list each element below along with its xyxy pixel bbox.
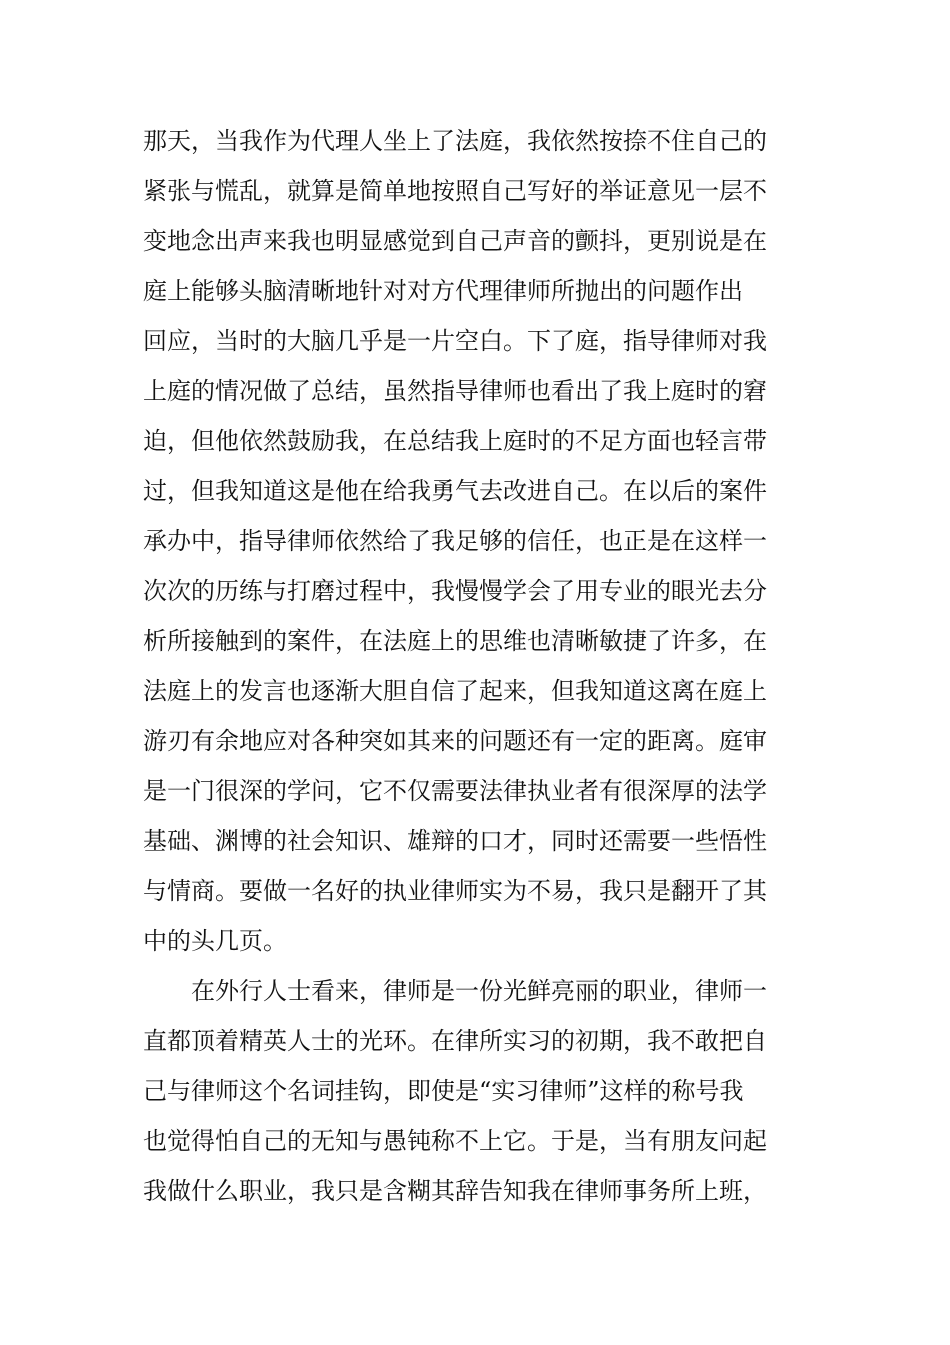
text-line: 过，但我知道这是他在给我勇气去改进自己。在以后的案件	[143, 477, 767, 505]
text-line: 我做什么职业，我只是含糊其辞告知我在律师事务所上班，	[143, 1177, 767, 1205]
text-line: 紧张与慌乱，就算是简单地按照自己写好的举证意见一层不	[143, 177, 767, 205]
text-line: 也觉得怕自己的无知与愚钝称不上它。于是，当有朋友问起	[143, 1127, 767, 1155]
text-line: 是一门很深的学问，它不仅需要法律执业者有很深厚的法学	[143, 777, 767, 805]
paragraph-start-line: 在外行人士看来，律师是一份光鲜亮丽的职业，律师一	[191, 977, 767, 1005]
text-line: 基础、渊博的社会知识、雄辩的口才，同时还需要一些悟性	[143, 827, 767, 855]
text-line: 回应，当时的大脑几乎是一片空白。下了庭，指导律师对我	[143, 327, 767, 355]
text-line: 与情商。要做一名好的执业律师实为不易，我只是翻开了其	[143, 877, 767, 905]
text-line: 游刃有余地应对各种突如其来的问题还有一定的距离。庭审	[143, 727, 767, 755]
body-text	[143, 116, 767, 1216]
text-line: 直都顶着精英人士的光环。在律所实习的初期，我不敢把自	[143, 1027, 767, 1055]
text-line: 庭上能够头脑清晰地针对对方代理律师所抛出的问题作出	[143, 277, 743, 305]
text-line: 己与律师这个名词挂钩，即使是“实习律师”这样的称号我	[143, 1077, 744, 1105]
text-line: 次次的历练与打磨过程中，我慢慢学会了用专业的眼光去分	[143, 577, 767, 605]
text-line: 承办中，指导律师依然给了我足够的信任，也正是在这样一	[143, 527, 767, 555]
text-line: 中的头几页。	[143, 927, 287, 955]
text-line: 那天，当我作为代理人坐上了法庭，我依然按捺不住自己的	[143, 127, 767, 155]
text-line: 析所接触到的案件，在法庭上的思维也清晰敏捷了许多，在	[143, 627, 767, 655]
text-line: 变地念出声来我也明显感觉到自己声音的颤抖，更别说是在	[143, 227, 767, 255]
text-line: 法庭上的发言也逐渐大胆自信了起来，但我知道这离在庭上	[143, 677, 767, 705]
text-line: 上庭的情况做了总结，虽然指导律师也看出了我上庭时的窘	[143, 377, 767, 405]
text-line: 迫，但他依然鼓励我，在总结我上庭时的不足方面也轻言带	[143, 427, 767, 455]
